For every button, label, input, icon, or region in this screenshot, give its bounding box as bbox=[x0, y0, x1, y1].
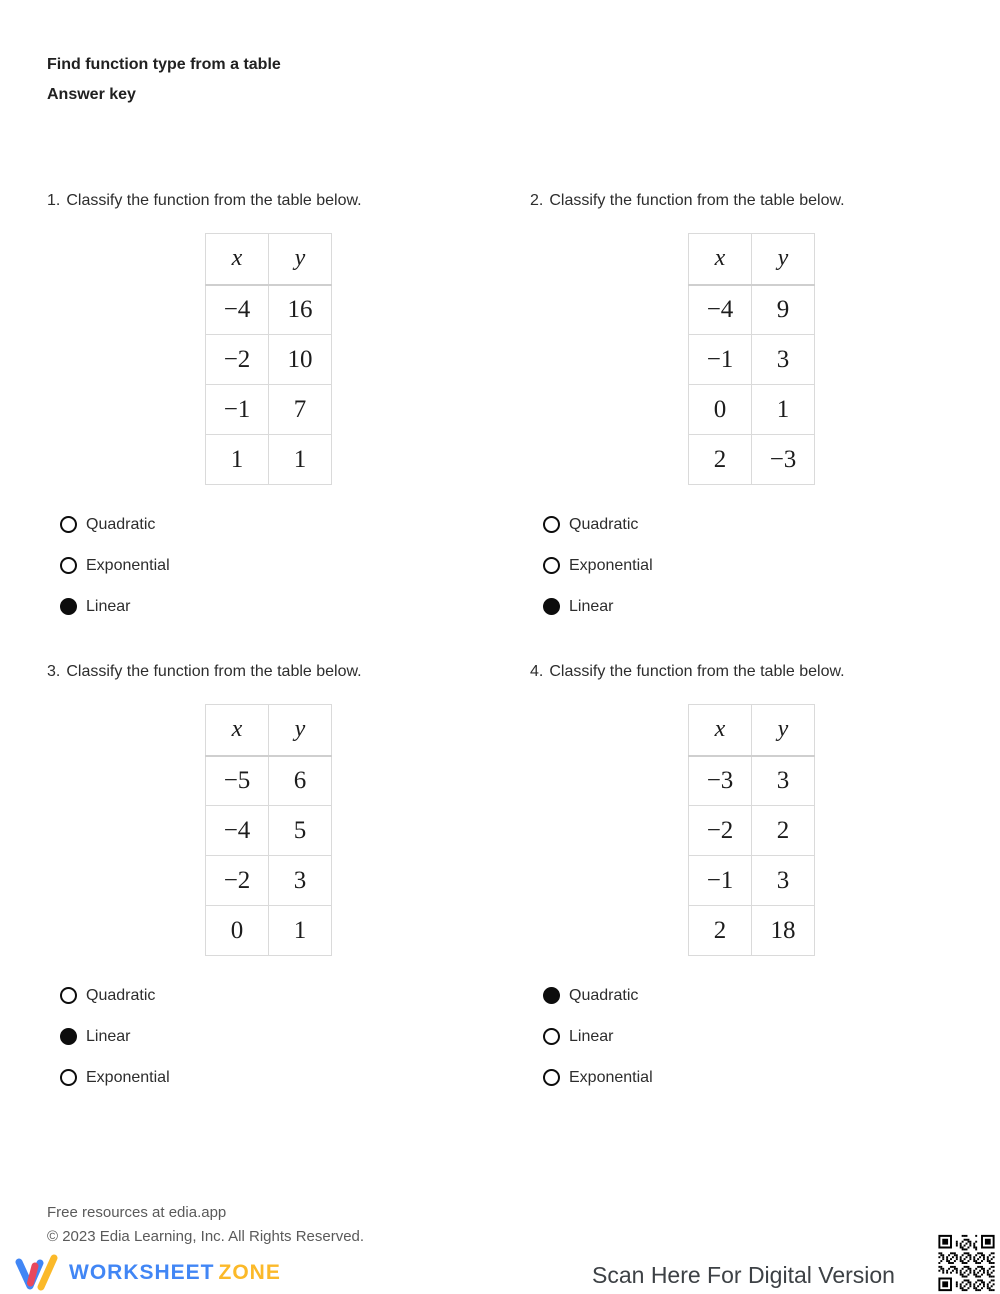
table-row bbox=[206, 806, 332, 856]
option-label: Linear bbox=[569, 597, 614, 615]
options-list bbox=[530, 504, 973, 627]
table-header-row bbox=[689, 234, 815, 285]
table-header-row bbox=[689, 705, 815, 756]
radio-button-icon[interactable] bbox=[60, 987, 77, 1004]
option-label: Quadratic bbox=[569, 515, 639, 533]
table-cell: 2 bbox=[752, 806, 815, 856]
table-row bbox=[206, 385, 332, 435]
table-row bbox=[206, 756, 332, 806]
question-number: 4. bbox=[530, 663, 544, 680]
radio-button-icon[interactable] bbox=[60, 557, 77, 574]
table-cell: 16 bbox=[269, 285, 332, 335]
option-quadratic[interactable] bbox=[543, 975, 973, 1016]
table-cell: 5 bbox=[269, 806, 332, 856]
option-linear[interactable] bbox=[60, 1016, 490, 1057]
col-header-x: x bbox=[689, 705, 752, 756]
option-label: Quadratic bbox=[86, 515, 156, 533]
question-4 bbox=[530, 661, 973, 1098]
table-row bbox=[689, 285, 815, 335]
worksheetzone-logo bbox=[15, 1252, 281, 1294]
footer-credits bbox=[47, 1201, 364, 1249]
question-number: 3. bbox=[47, 663, 61, 680]
question-prompt bbox=[530, 661, 973, 682]
radio-button-icon[interactable] bbox=[543, 1069, 560, 1086]
table-cell: 3 bbox=[752, 856, 815, 906]
col-header-x: x bbox=[206, 234, 269, 285]
col-header-y: y bbox=[269, 234, 332, 285]
question-text: Classify the function from the table below. bbox=[549, 663, 845, 680]
question-number: 1. bbox=[47, 192, 61, 209]
col-header-y: y bbox=[269, 705, 332, 756]
table-cell: −2 bbox=[206, 856, 269, 906]
table-cell: −1 bbox=[689, 856, 752, 906]
table-cell: 1 bbox=[752, 385, 815, 435]
col-header-x: x bbox=[206, 705, 269, 756]
option-label: Quadratic bbox=[86, 986, 156, 1004]
radio-button-icon[interactable] bbox=[543, 987, 560, 1004]
page-title: Find function type from a table bbox=[47, 56, 281, 73]
option-linear[interactable] bbox=[543, 586, 973, 627]
footer-copyright-line: © 2023 Edia Learning, Inc. All Rights Reserved. bbox=[47, 1228, 365, 1245]
table-cell: 3 bbox=[752, 756, 815, 806]
question-1 bbox=[47, 190, 490, 627]
table-row bbox=[206, 285, 332, 335]
xy-table bbox=[205, 704, 332, 956]
option-label: Linear bbox=[569, 1027, 614, 1045]
table-header-row bbox=[206, 705, 332, 756]
footer-resources-line: Free resources at edia.app bbox=[47, 1204, 227, 1221]
table-cell: −4 bbox=[206, 285, 269, 335]
option-label: Linear bbox=[86, 597, 131, 615]
question-number: 2. bbox=[530, 192, 544, 209]
option-exponential[interactable] bbox=[60, 545, 490, 586]
table-cell: 0 bbox=[206, 906, 269, 956]
table-cell: 6 bbox=[269, 756, 332, 806]
table-row bbox=[689, 856, 815, 906]
table-header-row bbox=[206, 234, 332, 285]
table-row bbox=[206, 435, 332, 485]
table-cell: 10 bbox=[269, 335, 332, 385]
option-linear[interactable] bbox=[543, 1016, 973, 1057]
question-text: Classify the function from the table below. bbox=[549, 192, 845, 209]
col-header-y: y bbox=[752, 705, 815, 756]
question-text: Classify the function from the table below. bbox=[66, 192, 362, 209]
table-row bbox=[206, 906, 332, 956]
option-label: Quadratic bbox=[569, 986, 639, 1004]
table-cell: 2 bbox=[689, 906, 752, 956]
radio-button-icon[interactable] bbox=[543, 557, 560, 574]
qr-code bbox=[935, 1232, 998, 1294]
table-cell: 7 bbox=[269, 385, 332, 435]
option-quadratic[interactable] bbox=[60, 504, 490, 545]
radio-button-icon[interactable] bbox=[60, 598, 77, 615]
question-prompt bbox=[47, 190, 490, 211]
xy-table bbox=[688, 233, 815, 485]
table-cell: 2 bbox=[689, 435, 752, 485]
table-row bbox=[689, 906, 815, 956]
question-prompt bbox=[47, 661, 490, 682]
worksheetzone-logo-icon bbox=[15, 1253, 61, 1293]
table-row bbox=[689, 385, 815, 435]
question-text: Classify the function from the table below. bbox=[66, 663, 362, 680]
xy-table bbox=[688, 704, 815, 956]
radio-button-icon[interactable] bbox=[543, 516, 560, 533]
table-cell: 1 bbox=[269, 435, 332, 485]
col-header-x: x bbox=[689, 234, 752, 285]
col-header-y: y bbox=[752, 234, 815, 285]
option-label: Exponential bbox=[569, 556, 653, 574]
table-cell: 3 bbox=[269, 856, 332, 906]
options-list bbox=[530, 975, 973, 1098]
table-row bbox=[206, 335, 332, 385]
table-cell: 0 bbox=[689, 385, 752, 435]
option-exponential[interactable] bbox=[543, 1057, 973, 1098]
option-label: Exponential bbox=[569, 1068, 653, 1086]
table-cell: −2 bbox=[689, 806, 752, 856]
table-cell: −1 bbox=[206, 385, 269, 435]
table-row bbox=[689, 756, 815, 806]
radio-button-icon[interactable] bbox=[60, 516, 77, 533]
table-cell: −3 bbox=[752, 435, 815, 485]
table-cell: −2 bbox=[206, 335, 269, 385]
table-row bbox=[689, 335, 815, 385]
table-cell: −5 bbox=[206, 756, 269, 806]
table-cell: 18 bbox=[752, 906, 815, 956]
table-cell: 1 bbox=[206, 435, 269, 485]
table-cell: 3 bbox=[752, 335, 815, 385]
options-list bbox=[47, 504, 490, 627]
logo-word-worksheet: WORKSHEET bbox=[69, 1261, 215, 1284]
table-cell: 1 bbox=[269, 906, 332, 956]
option-label: Linear bbox=[86, 1027, 131, 1045]
option-exponential[interactable] bbox=[543, 545, 973, 586]
radio-button-icon[interactable] bbox=[60, 1028, 77, 1045]
document-header bbox=[47, 50, 281, 110]
option-label: Exponential bbox=[86, 556, 170, 574]
question-2 bbox=[530, 190, 973, 627]
answer-key-label: Answer key bbox=[47, 86, 136, 103]
scan-here-label: Scan Here For Digital Version bbox=[592, 1262, 895, 1288]
table-cell: −3 bbox=[689, 756, 752, 806]
table-cell: 9 bbox=[752, 285, 815, 335]
option-linear[interactable] bbox=[60, 586, 490, 627]
option-exponential[interactable] bbox=[60, 1057, 490, 1098]
question-prompt bbox=[530, 190, 973, 211]
table-row bbox=[689, 435, 815, 485]
options-list bbox=[47, 975, 490, 1098]
table-row bbox=[206, 856, 332, 906]
table-cell: −4 bbox=[206, 806, 269, 856]
table-cell: −1 bbox=[689, 335, 752, 385]
table-cell: −4 bbox=[689, 285, 752, 335]
xy-table bbox=[205, 233, 332, 485]
worksheetzone-logo-text bbox=[69, 1261, 281, 1285]
option-quadratic[interactable] bbox=[60, 975, 490, 1016]
radio-button-icon[interactable] bbox=[60, 1069, 77, 1086]
question-3 bbox=[47, 661, 490, 1098]
logo-word-zone: ZONE bbox=[218, 1261, 281, 1284]
radio-button-icon[interactable] bbox=[543, 598, 560, 615]
option-label: Exponential bbox=[86, 1068, 170, 1086]
table-row bbox=[689, 806, 815, 856]
radio-button-icon[interactable] bbox=[543, 1028, 560, 1045]
option-quadratic[interactable] bbox=[543, 504, 973, 545]
